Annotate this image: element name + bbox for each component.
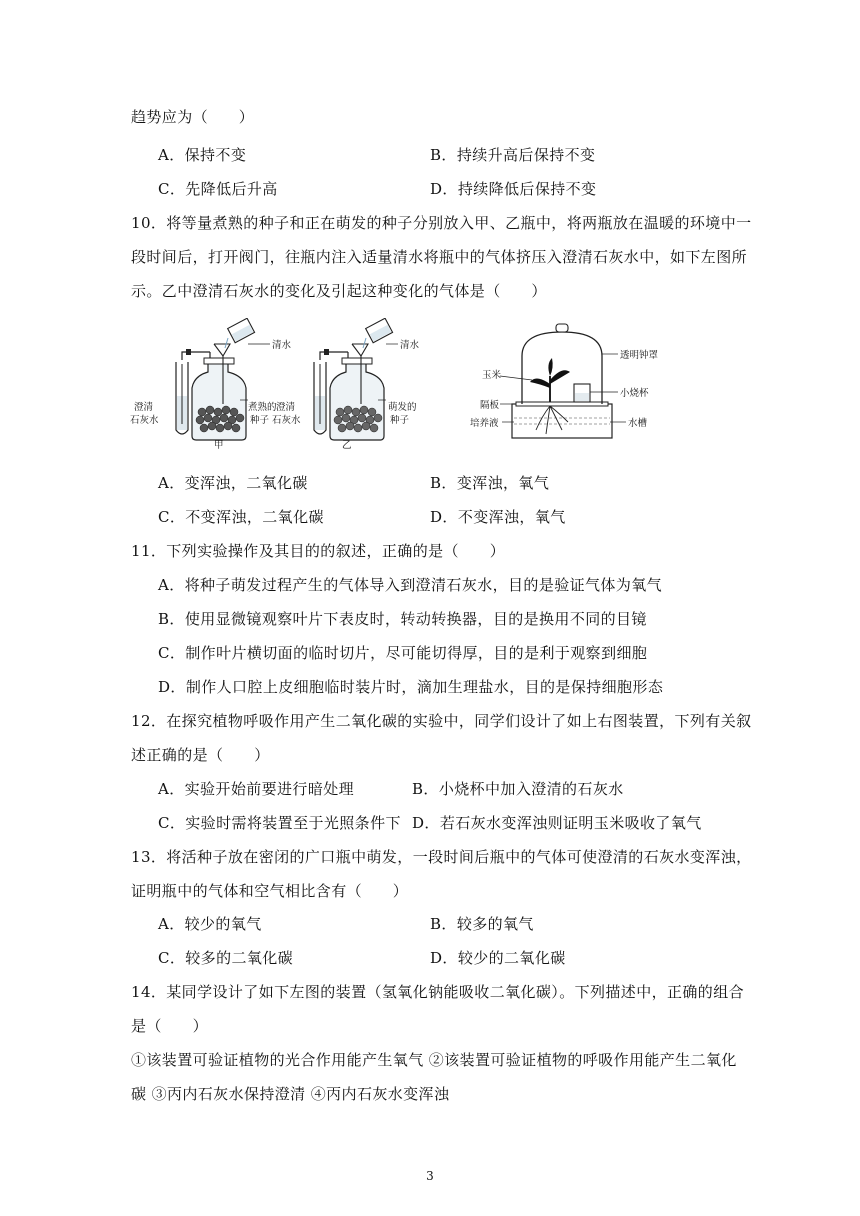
q12-stem-line1: 12．在探究植物呼吸作用产生二氧化碳的实验中，同学们设计了如上右图装置，下列有关叙	[131, 712, 752, 730]
bottle-yi	[272, 318, 420, 451]
q9-option-d: D．持续降低后保持不变	[430, 180, 597, 198]
q13-option-b: B．较多的氧气	[430, 915, 534, 933]
bottle-jia	[130, 318, 292, 451]
q10-option-a: A．变浑浊，二氧化碳	[158, 474, 308, 492]
q9-option-a: A．保持不变	[158, 146, 247, 164]
fig-left-water-a: 清水	[272, 340, 292, 351]
fig-left-seed-b-2: 种子	[390, 415, 410, 426]
q14-stem-line4: 碳 ③丙内石灰水保持澄清 ④丙内石灰水变浑浊	[131, 1085, 450, 1103]
q14-stem-line3: ①该装置可验证植物的光合作用能产生氧气 ②该装置可验证植物的呼吸作用能产生二氧化	[131, 1051, 737, 1069]
q9-stem-tail: 趋势应为（ ）	[131, 108, 255, 126]
fig-left-label-jia: 甲	[214, 440, 224, 451]
q10-stem-line2: 段时间后，打开阀门，往瓶内注入适量清水将瓶中的气体挤压入澄清石灰水中，如下左图所	[131, 248, 748, 266]
q12-option-d: D．若石灰水变浑浊则证明玉米吸收了氧气	[412, 814, 702, 832]
q13-option-d: D．较少的二氧化碳	[430, 949, 566, 967]
fig-left-water-b: 清水	[400, 340, 420, 351]
fig-left-seed-b-1: 萌发的	[388, 402, 417, 413]
q13-stem-line1: 13．将活种子放在密闭的广口瓶中萌发，一段时间后瓶中的气体可使澄清的石灰水变浑浊，	[131, 848, 752, 866]
q11-option-b: B．使用显微镜观察叶片下表皮时，转动转换器，目的是换用不同的目镜	[158, 610, 647, 628]
q13-option-c: C．较多的二氧化碳	[158, 949, 294, 967]
q10-option-b: B．变浑浊，氧气	[430, 474, 550, 492]
q11-option-c: C．制作叶片横切面的临时切片，尽可能切得厚，目的是利于观察到细胞	[158, 644, 648, 662]
q11-option-d: D．制作人口腔上皮细胞临时装片时，滴加生理盐水，目的是保持细胞形态	[158, 678, 664, 696]
q11-option-a: A．将种子萌发过程产生的气体导入到澄清石灰水，目的是验证气体为氧气	[158, 576, 663, 594]
fig-right-nutrient-label: 培养液	[470, 418, 499, 429]
trough	[512, 404, 612, 438]
fig-right-bell-label: 透明钟罩	[620, 350, 659, 361]
fig-right-corn-label: 玉米	[482, 370, 502, 381]
page-number: 3	[426, 1169, 434, 1183]
seed-bottles-figure	[130, 318, 440, 452]
q13-option-a: A．较少的氧气	[158, 915, 262, 933]
q10-option-d: D．不变浑浊，氧气	[430, 508, 566, 526]
q12-stem-line2: 述正确的是（ ）	[131, 746, 270, 764]
bell-jar-figure	[470, 318, 700, 448]
q9-option-c: C．先降低后升高	[158, 180, 278, 198]
q13-stem-line2: 证明瓶中的气体和空气相比含有（ ）	[131, 882, 409, 900]
q10-stem-line3: 示。乙中澄清石灰水的变化及引起这种变化的气体是（ ）	[131, 282, 547, 300]
q10-option-c: C．不变浑浊，二氧化碳	[158, 508, 324, 526]
q12-option-b: B．小烧杯中加入澄清的石灰水	[412, 780, 624, 798]
q10-stem-line1: 10．将等量煮熟的种子和正在萌发的种子分别放入甲、乙瓶中，将两瓶放在温暖的环境中一	[131, 214, 752, 232]
q11-stem: 11．下列实验操作及其目的的叙述，正确的是（ ）	[131, 542, 506, 560]
q14-stem-line1: 14．某同学设计了如下左图的装置（氢氧化钠能吸收二氧化碳）。下列描述中，正确的组合	[131, 983, 744, 1001]
q12-option-c: C．实验时需将装置至于光照条件下	[158, 814, 401, 832]
fig-left-lime-a-2: 石灰水	[130, 415, 159, 426]
fig-left-seed-a-2: 种子	[250, 415, 270, 426]
q9-option-b: B．持续升高后保持不变	[430, 146, 596, 164]
fig-right-trough-label: 水槽	[628, 418, 648, 429]
q14-stem-line2: 是（ ）	[131, 1017, 209, 1035]
fig-left-lime-b-2: 石灰水	[272, 415, 301, 426]
fig-left-lime-b-1: 澄清	[276, 402, 296, 413]
fig-right-board-label: 隔板	[480, 400, 500, 411]
q12-option-a: A．实验开始前要进行暗处理	[158, 780, 355, 798]
fig-right-beaker-label: 小烧杯	[620, 388, 649, 399]
fig-left-seed-a-1: 煮熟的	[248, 402, 277, 413]
fig-left-lime-a-1: 澄清	[134, 402, 154, 413]
fig-left-label-yi: 乙	[342, 440, 352, 451]
